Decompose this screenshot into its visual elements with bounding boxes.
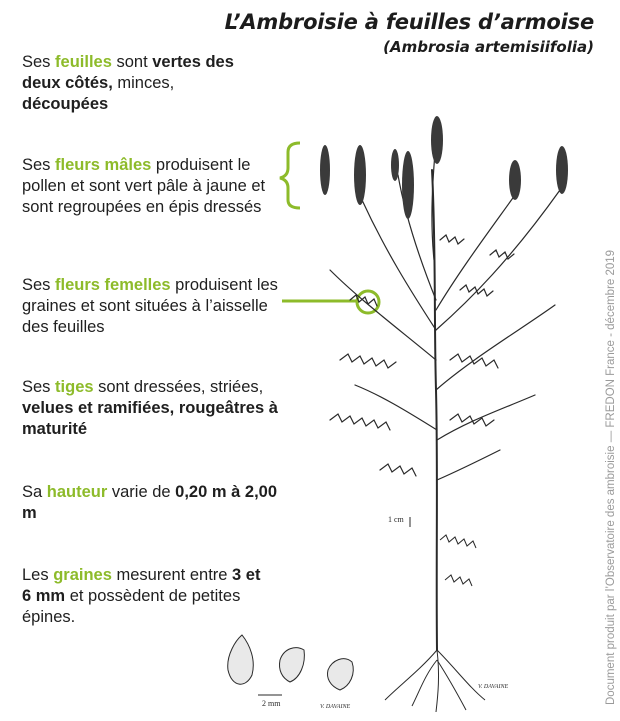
page-title: L’Ambroisie à feuilles d’armoise (224, 10, 594, 34)
highlight-fleurs-femelles: fleurs femelles (55, 276, 171, 294)
text: Ses (22, 53, 56, 71)
text: Ses (22, 378, 56, 396)
bold-text: velues et ramifiées, rougeâtres à maturité (22, 399, 278, 438)
male-flower-spikes (320, 116, 568, 219)
highlight-feuilles: feuilles (55, 53, 112, 71)
bold-text: 0,20 m à 2,00 m (22, 483, 277, 522)
highlight-graines: graines (53, 566, 112, 584)
text: Les (22, 566, 54, 584)
artist-signature: V. DAVAINE (478, 684, 509, 690)
text: sont dressées, striées, (93, 378, 264, 396)
highlight-hauteur: hauteur (46, 483, 108, 501)
plant-drawing (330, 120, 560, 650)
artist-signature: V. DAVAINE (320, 704, 351, 710)
scale-label-plant: 1 cm (388, 515, 404, 524)
text: sont (111, 53, 153, 71)
text: mesurent entre (111, 566, 233, 584)
text: varie de (107, 483, 176, 501)
text: Ses (22, 156, 56, 174)
text: et possèdent de petites épines. (22, 587, 241, 626)
highlight-tiges: tiges (55, 378, 94, 396)
page-subtitle: (Ambrosia artemisiifolia) (383, 38, 594, 56)
text: Ses (22, 276, 56, 294)
credit-text: Document produit par l’Observatoire des ambroisie — FREDON France - décembre 2019 (605, 249, 617, 705)
roots (385, 650, 485, 712)
bracket-fleurs-males (280, 143, 300, 208)
lower-leaf (445, 575, 472, 586)
bold-text: 3 et 6 mm (22, 566, 261, 605)
scale-label-seeds: 2 mm (262, 699, 281, 708)
text: produisent les graines et sont situées à l’aisselle des feuilles (22, 276, 278, 336)
seeds-illustration (228, 635, 354, 690)
bold-text: découpées (22, 95, 109, 113)
text: produisent le pollen et sont vert pâle à jaune et sont regroupées en épis dressés (22, 156, 266, 216)
bold-text: vertes des deux côtés, (22, 53, 234, 92)
text: Sa (22, 483, 47, 501)
lower-leaf (440, 535, 476, 548)
text: minces, (112, 74, 175, 92)
highlight-fleurs-males: fleurs mâles (55, 156, 152, 174)
